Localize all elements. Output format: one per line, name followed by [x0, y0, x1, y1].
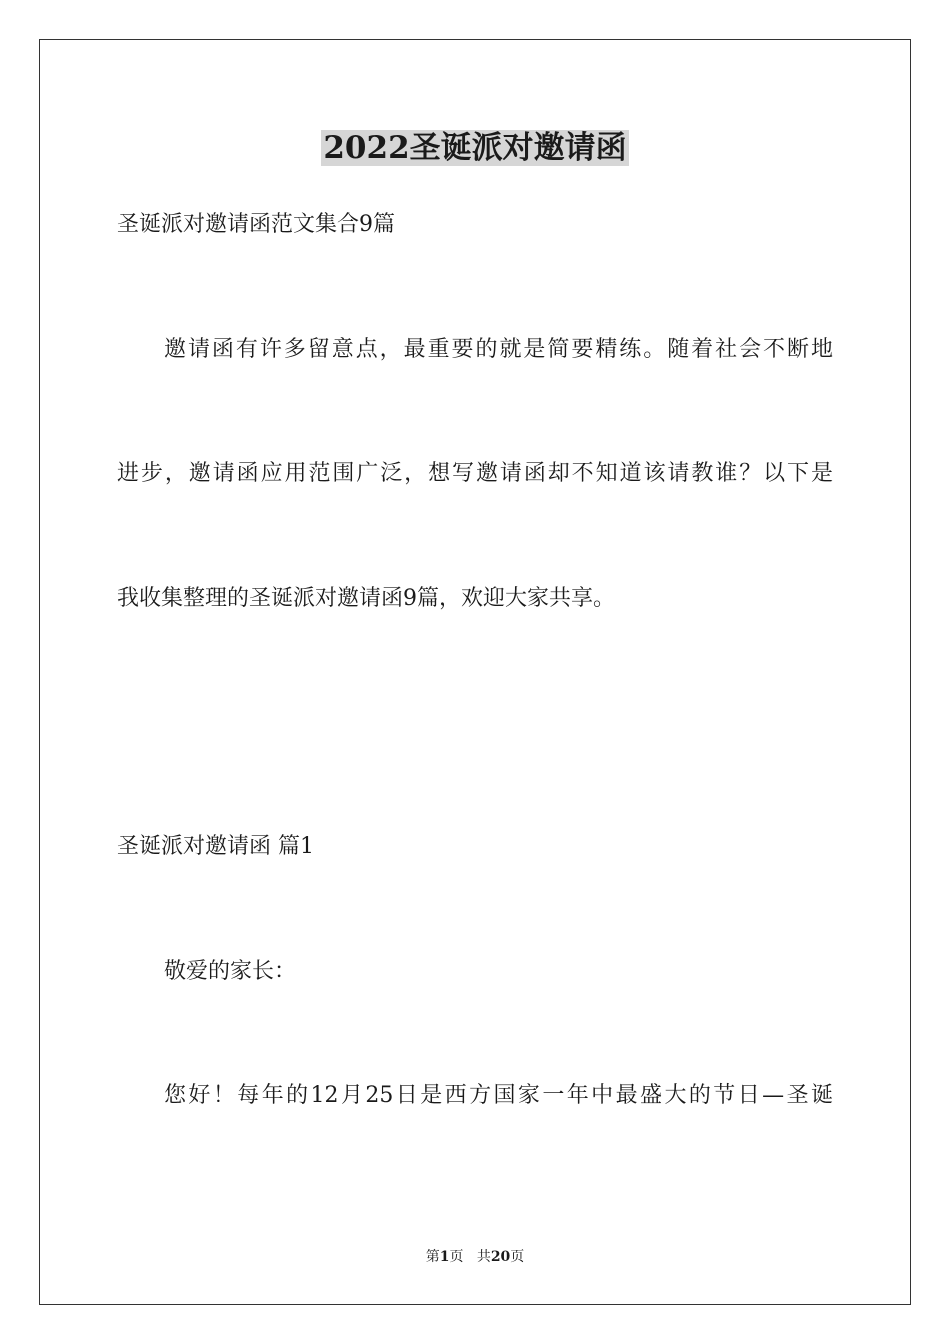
intro-paragraph-line-2: 进步，邀请函应用范围广泛，想写邀请函却不知道该请教谁？以下是: [117, 461, 833, 486]
intro-paragraph-line-3: 我收集整理的圣诞派对邀请函9篇，欢迎大家共享。: [117, 586, 615, 611]
salutation: 敬爱的家长：: [164, 959, 297, 984]
section-heading: 圣诞派对邀请函 篇1: [117, 834, 314, 859]
footer-prefix: 第: [425, 1249, 440, 1265]
footer-total-suffix: 页: [510, 1249, 525, 1265]
body-paragraph-line-1: 您好！每年的12月25日是西方国家一年中最盛大的节日—圣诞: [164, 1083, 833, 1108]
footer-total-prefix: 共: [476, 1249, 491, 1265]
intro-paragraph-line-1: 邀请函有许多留意点，最重要的就是简要精练。随着社会不断地: [164, 337, 833, 362]
document-subtitle: 圣诞派对邀请函范文集合9篇: [117, 212, 395, 237]
document-title: [0, 128, 950, 168]
footer-page-suffix: 页: [449, 1249, 464, 1265]
footer-current-page: 1: [439, 1249, 450, 1265]
page-footer: [0, 1247, 950, 1267]
footer-total-pages: 20: [490, 1249, 511, 1265]
document-title-text: 2022圣诞派对邀请函: [323, 130, 627, 166]
